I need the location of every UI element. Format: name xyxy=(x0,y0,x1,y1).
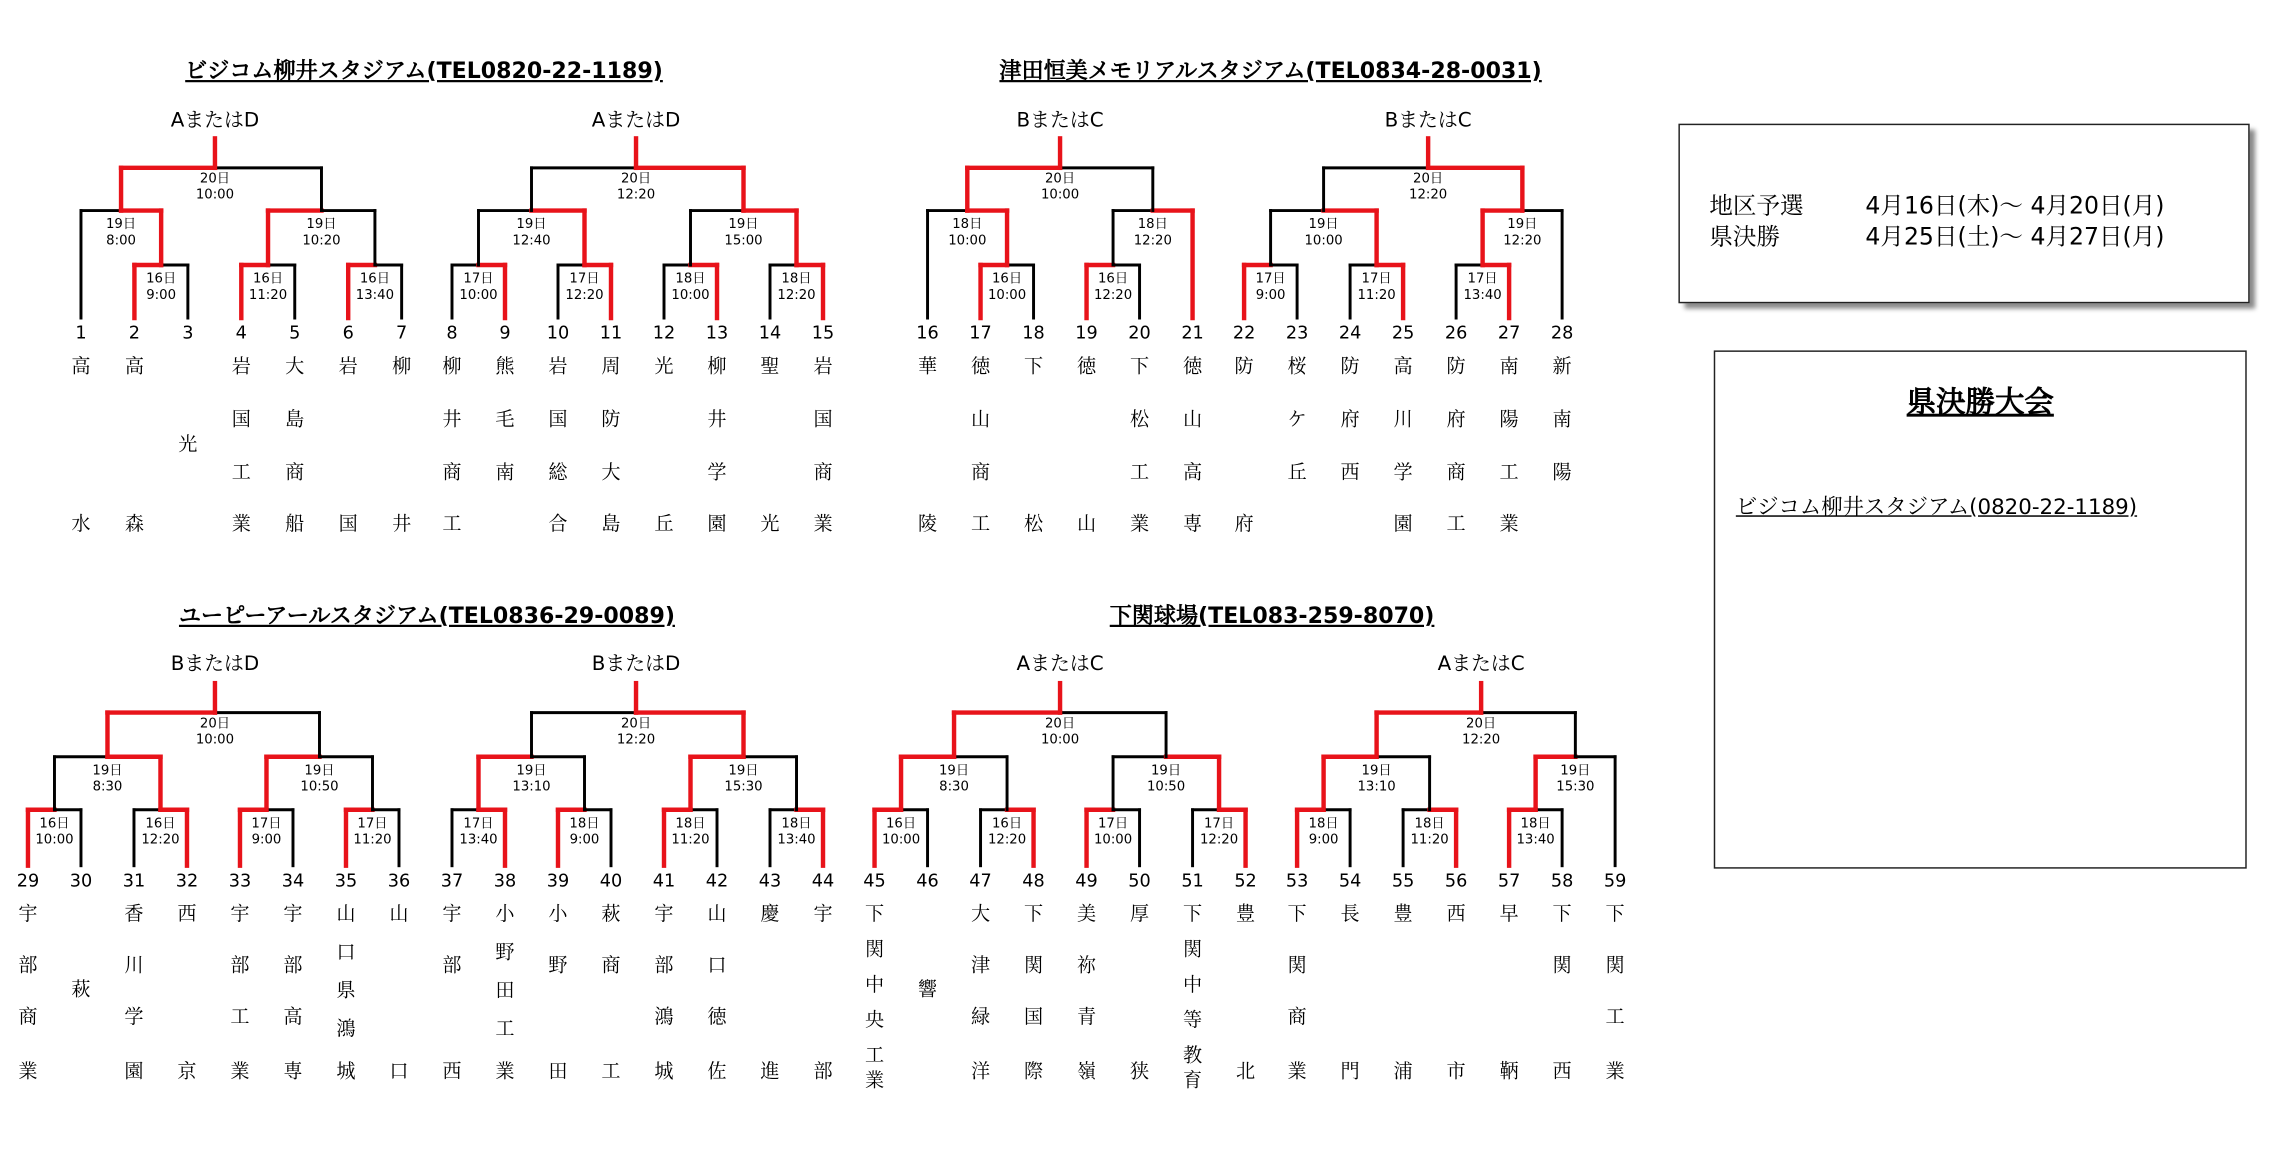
game-label: 17日 9:00 xyxy=(251,816,282,848)
game-label: 17日 11:20 xyxy=(1357,271,1396,303)
venue-title: ビジコム柳井スタジアム(TEL0820-22-1189) xyxy=(185,59,663,85)
team-name: 美祢青嶺 xyxy=(1076,902,1097,1083)
game-label: 19日 13:10 xyxy=(1357,763,1396,795)
team-name: 小野田工業 xyxy=(495,902,515,1083)
prefectural-final-box xyxy=(1714,350,2247,868)
team-name: 西市 xyxy=(1446,902,1466,1083)
team-number: 33 xyxy=(228,871,252,892)
team-number: 29 xyxy=(16,871,40,892)
team-name: 徳山商工 xyxy=(970,354,991,536)
team-number: 26 xyxy=(1444,323,1468,344)
team-name: 萩商工 xyxy=(601,902,621,1083)
team-name: 厚狭 xyxy=(1129,902,1150,1083)
team-number: 49 xyxy=(1075,871,1098,892)
team-name: 宇部鴻城 xyxy=(654,902,674,1083)
game-label: 18日 10:00 xyxy=(948,217,987,249)
bracket-side-label: AまたはC xyxy=(1437,651,1525,675)
schedule-label: 地区予選 xyxy=(1709,191,1804,220)
team-number: 6 xyxy=(342,323,354,344)
game-label: 16日 12:20 xyxy=(987,816,1027,848)
schedule-box xyxy=(1678,124,2249,304)
game-label: 20日 10:00 xyxy=(195,716,235,748)
team-number: 1 xyxy=(75,323,87,344)
game-label: 19日 8:30 xyxy=(938,763,970,795)
team-number: 53 xyxy=(1285,871,1309,892)
team-name: 防府 xyxy=(1234,354,1254,536)
game-label: 16日 12:20 xyxy=(1093,271,1133,303)
bracket-side-label: AまたはC xyxy=(1016,651,1104,675)
game-label: 19日 8:30 xyxy=(92,763,123,795)
team-number: 39 xyxy=(546,871,570,892)
team-number: 40 xyxy=(599,871,623,892)
game-label: 17日 12:20 xyxy=(565,271,604,303)
team-number: 45 xyxy=(863,871,886,892)
team-number: 9 xyxy=(499,323,511,344)
team-number: 23 xyxy=(1285,323,1309,344)
team-number: 35 xyxy=(334,871,358,892)
game-label: 16日 10:00 xyxy=(987,271,1027,303)
team-name: 徳山 xyxy=(1076,354,1097,536)
team-number: 2 xyxy=(128,323,141,344)
game-label: 19日 10:20 xyxy=(302,217,341,249)
team-name: 南陽工業 xyxy=(1499,354,1519,536)
game-label: 19日 15:00 xyxy=(724,217,763,249)
bracket-side-label: BまたはD xyxy=(591,651,681,675)
game-label: 18日 12:20 xyxy=(1133,217,1172,249)
game-label: 17日 12:20 xyxy=(1199,816,1239,848)
game-label: 16日 11:20 xyxy=(248,271,288,303)
team-number: 20 xyxy=(1128,323,1151,344)
team-name: 岩国 xyxy=(338,354,358,536)
team-number: 25 xyxy=(1391,323,1415,344)
team-number: 38 xyxy=(493,871,517,892)
game-label: 17日 13:40 xyxy=(1463,271,1502,303)
team-name: 長門 xyxy=(1340,902,1360,1083)
team-name: 下関商業 xyxy=(1287,902,1307,1083)
team-name: 下関中央工業 xyxy=(864,902,885,1092)
team-number: 50 xyxy=(1128,871,1151,892)
team-number: 32 xyxy=(175,871,199,892)
team-number: 37 xyxy=(440,871,464,892)
team-number: 59 xyxy=(1603,871,1627,892)
game-label: 18日 9:00 xyxy=(569,816,600,848)
game-label: 18日 10:00 xyxy=(671,271,710,303)
game-label: 20日 12:20 xyxy=(616,171,656,203)
team-name: 徳山高専 xyxy=(1183,354,1203,536)
team-name: 大津緑洋 xyxy=(970,902,991,1083)
team-name: 周防大島 xyxy=(601,354,621,536)
game-label: 16日 12:20 xyxy=(141,816,180,848)
game-label: 20日 10:00 xyxy=(1040,716,1080,748)
game-label: 16日 10:00 xyxy=(881,816,921,848)
team-number: 58 xyxy=(1550,871,1574,892)
team-name: 柳井 xyxy=(392,354,412,536)
team-number: 5 xyxy=(289,323,301,344)
team-name: 宇部工業 xyxy=(230,902,250,1083)
team-name: 高森 xyxy=(124,354,144,536)
team-number: 48 xyxy=(1022,871,1045,892)
team-number: 52 xyxy=(1234,871,1257,892)
team-name: 宇部高専 xyxy=(283,902,303,1083)
team-name: 高川学園 xyxy=(1393,354,1413,536)
team-name: 高水 xyxy=(71,354,91,536)
game-label: 19日 15:30 xyxy=(724,763,763,795)
team-number: 28 xyxy=(1550,323,1574,344)
game-label: 17日 13:40 xyxy=(459,816,498,848)
game-label: 18日 13:40 xyxy=(777,816,816,848)
prefectural-venue: ビジコム柳井スタジアム(0820-22-1189) xyxy=(1735,496,2138,520)
team-number: 36 xyxy=(387,871,411,892)
schedule-row-qualifier xyxy=(1709,187,2164,221)
team-number: 21 xyxy=(1181,323,1204,344)
venue-title: 津田恒美メモリアルスタジアム(TEL0834-28-0031) xyxy=(999,59,1542,85)
game-label: 16日 13:40 xyxy=(355,271,395,303)
schedule-row-final xyxy=(1709,218,2164,252)
team-name: 豊浦 xyxy=(1393,902,1413,1083)
game-label: 16日 9:00 xyxy=(146,271,177,303)
team-name: 下松 xyxy=(1023,354,1044,536)
schedule-dates: 4月16日(木)～ 4月20日(月) xyxy=(1865,191,2165,220)
game-label: 19日 8:00 xyxy=(105,217,137,249)
game-label: 19日 12:20 xyxy=(1503,217,1542,249)
team-name: 聖光 xyxy=(760,354,780,536)
team-number: 16 xyxy=(916,323,939,344)
team-name: 下関国際 xyxy=(1023,902,1044,1083)
team-number: 57 xyxy=(1497,871,1521,892)
team-name: 下関工業 xyxy=(1605,902,1625,1083)
team-name: 光 xyxy=(178,432,198,456)
team-number: 41 xyxy=(652,871,676,892)
team-number: 46 xyxy=(916,871,939,892)
team-number: 24 xyxy=(1338,323,1362,344)
prefectural-title: 県決勝大会 xyxy=(1906,384,2054,420)
team-name: 新南陽 xyxy=(1552,354,1572,484)
team-name: 熊毛南 xyxy=(495,354,515,484)
team-name: 下関中等教育 xyxy=(1183,902,1203,1092)
team-number: 54 xyxy=(1338,871,1362,892)
team-name: 華陵 xyxy=(917,354,938,536)
team-number: 22 xyxy=(1232,323,1256,344)
team-number: 12 xyxy=(652,323,676,344)
game-label: 19日 12:40 xyxy=(512,217,551,249)
game-label: 17日 10:00 xyxy=(459,271,498,303)
team-name: 防府西 xyxy=(1340,354,1360,484)
game-label: 19日 10:00 xyxy=(1304,217,1343,249)
team-name: 岩国総合 xyxy=(548,354,568,536)
team-name: 山口県鴻城 xyxy=(336,902,356,1083)
team-name: 香川学園 xyxy=(124,902,144,1083)
game-label: 18日 13:40 xyxy=(1516,816,1555,848)
bracket-side-label: BまたはC xyxy=(1384,108,1472,132)
game-label: 18日 11:20 xyxy=(671,816,710,848)
team-number: 15 xyxy=(811,323,835,344)
team-number: 4 xyxy=(235,323,247,344)
team-number: 44 xyxy=(811,871,835,892)
game-label: 20日 12:20 xyxy=(616,716,656,748)
bracket-side-label: AまたはD xyxy=(591,108,681,132)
team-number: 7 xyxy=(396,323,408,344)
team-name: 小野田 xyxy=(548,902,568,1083)
game-label: 20日 10:00 xyxy=(1040,171,1080,203)
game-label: 19日 15:30 xyxy=(1556,763,1595,795)
team-number: 13 xyxy=(705,323,729,344)
team-name: 宇部商業 xyxy=(18,902,38,1083)
team-number: 42 xyxy=(705,871,729,892)
bracket-side-label: AまたはD xyxy=(170,108,260,132)
team-number: 55 xyxy=(1391,871,1415,892)
team-name: 岩国工業 xyxy=(231,354,251,536)
team-number: 10 xyxy=(546,323,570,344)
team-number: 34 xyxy=(281,871,305,892)
game-label: 20日 12:20 xyxy=(1409,171,1448,203)
team-number: 18 xyxy=(1022,323,1045,344)
game-label: 19日 10:50 xyxy=(1146,763,1186,795)
team-number: 51 xyxy=(1181,871,1204,892)
game-label: 17日 11:20 xyxy=(353,816,392,848)
team-name: 下松工業 xyxy=(1129,354,1150,536)
team-name: 豊北 xyxy=(1236,902,1256,1083)
game-label: 18日 9:00 xyxy=(1308,816,1339,848)
team-number: 43 xyxy=(758,871,782,892)
game-label: 16日 10:00 xyxy=(35,816,74,848)
team-number: 30 xyxy=(69,871,93,892)
game-label: 17日 10:00 xyxy=(1093,816,1133,848)
team-name: 岩国商業 xyxy=(813,354,833,536)
team-name: 早鞆 xyxy=(1499,902,1519,1083)
team-name: 桜ケ丘 xyxy=(1287,354,1307,484)
team-number: 17 xyxy=(969,323,992,344)
team-number: 8 xyxy=(446,323,458,344)
team-name: 宇部西 xyxy=(442,902,462,1083)
bracket-side-label: BまたはD xyxy=(170,651,260,675)
venue-title: ユーピーアールスタジアム(TEL0836-29-0089) xyxy=(178,603,675,629)
team-name: 萩 xyxy=(71,977,91,1001)
team-number: 19 xyxy=(1075,323,1098,344)
game-label: 18日 11:20 xyxy=(1410,816,1449,848)
game-label: 17日 9:00 xyxy=(1255,271,1286,303)
team-name: 響 xyxy=(917,977,938,1001)
team-number: 11 xyxy=(599,323,623,344)
venue-title: 下関球場(TEL083-259-8070) xyxy=(1109,603,1435,629)
team-number: 47 xyxy=(969,871,992,892)
game-label: 19日 13:10 xyxy=(512,763,551,795)
team-name: 柳井学園 xyxy=(707,354,727,536)
team-number: 31 xyxy=(122,871,146,892)
team-name: 防府商工 xyxy=(1446,354,1466,536)
team-number: 27 xyxy=(1497,323,1521,344)
team-number: 14 xyxy=(758,323,782,344)
team-name: 西京 xyxy=(177,902,197,1083)
team-name: 柳井商工 xyxy=(442,354,462,536)
schedule-label: 県決勝 xyxy=(1709,222,1781,251)
team-name: 大島商船 xyxy=(285,354,305,536)
team-number: 3 xyxy=(182,323,194,344)
bracket-side-label: BまたはC xyxy=(1016,108,1104,132)
team-name: 宇部 xyxy=(813,902,833,1083)
team-name: 山口 xyxy=(389,902,409,1083)
game-label: 20日 12:20 xyxy=(1462,716,1501,748)
team-name: 山口徳佐 xyxy=(707,902,727,1083)
game-label: 20日 10:00 xyxy=(195,171,235,203)
team-number: 56 xyxy=(1444,871,1468,892)
game-label: 18日 12:20 xyxy=(777,271,816,303)
team-name: 下関西 xyxy=(1552,902,1572,1083)
game-label: 19日 10:50 xyxy=(300,763,339,795)
team-name: 慶進 xyxy=(760,902,780,1083)
schedule-dates: 4月25日(土)～ 4月27日(月) xyxy=(1865,222,2165,251)
team-name: 光丘 xyxy=(654,354,674,536)
